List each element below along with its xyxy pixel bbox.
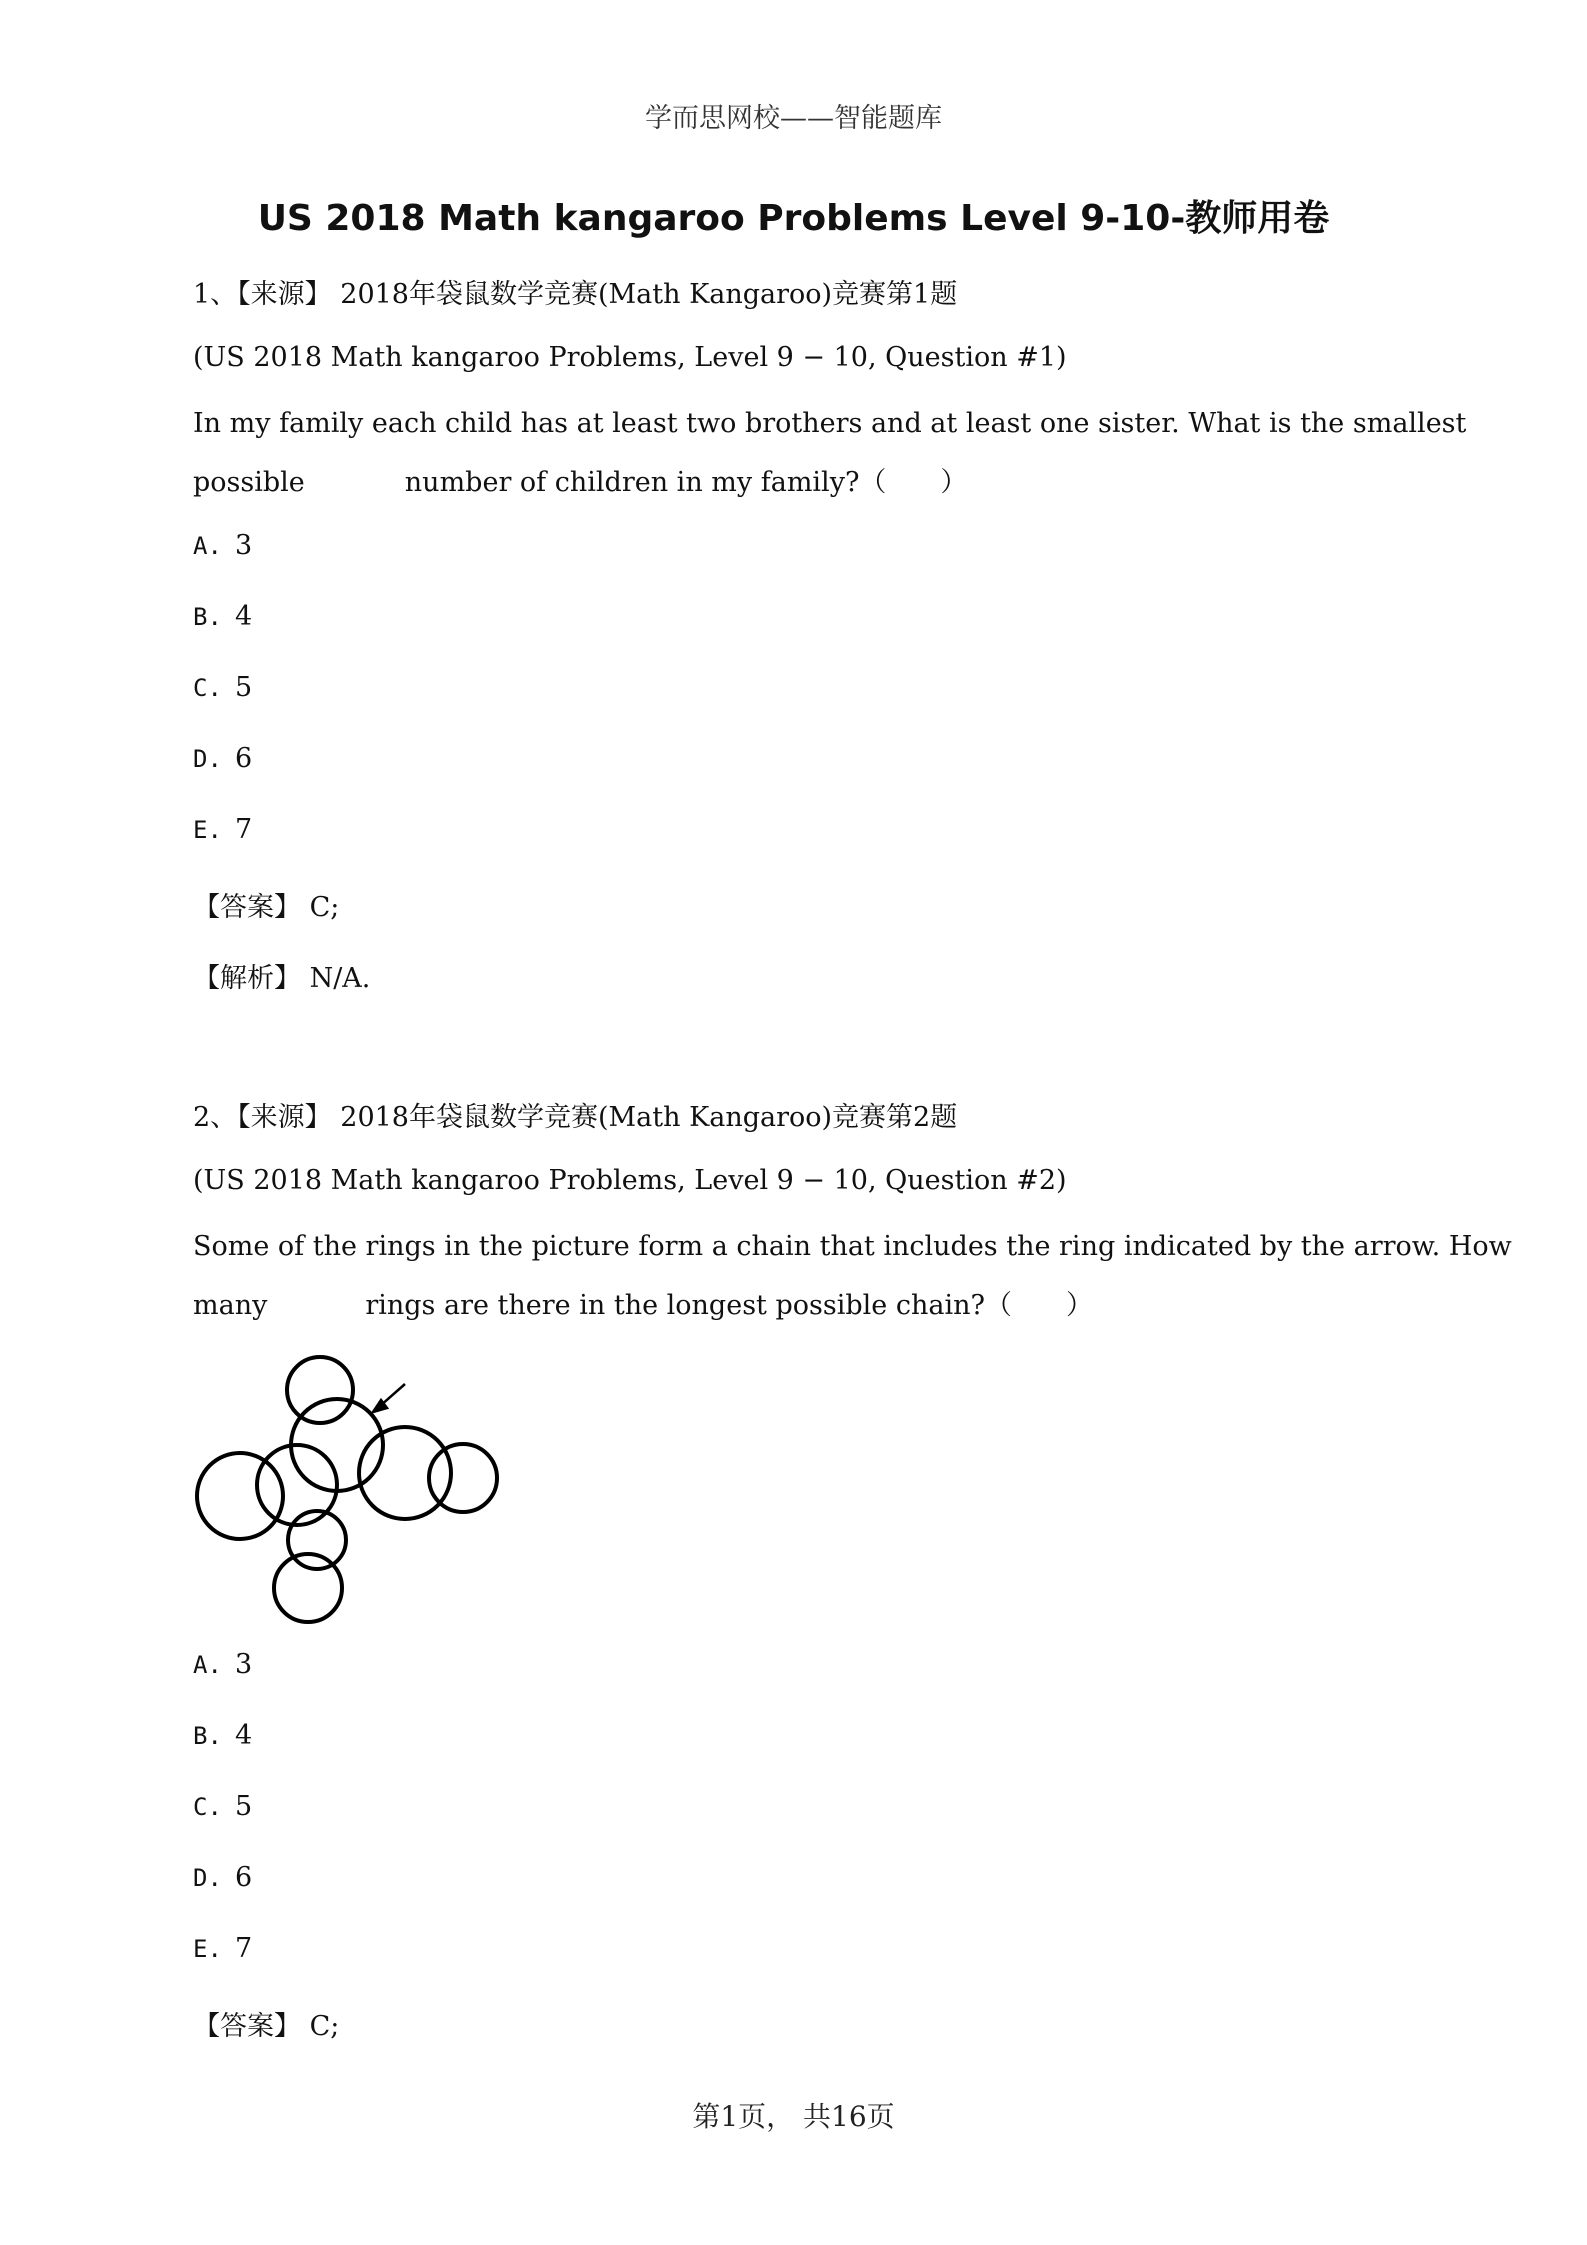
- q1-text-line1: In my family each child has at least two brothers and at least one sister. What is the smallest: [193, 408, 1467, 439]
- ring-far-left: [197, 1453, 283, 1539]
- ring-bottom: [274, 1554, 342, 1622]
- arrow-icon: [373, 1384, 405, 1412]
- page-header: 学而思网校——智能题库: [645, 103, 942, 134]
- q1-analysis: 【解析】 N/A.: [193, 963, 371, 994]
- q1-text-line2: [193, 460, 967, 499]
- q1-source: 1、【来源】 2018年袋鼠数学竞赛(Math Kangaroo)竞赛第1题: [193, 279, 958, 310]
- q2-text-line2-b: rings are there in the longest possible chain?（ ）: [365, 1290, 1093, 1321]
- ring-far-right: [429, 1444, 497, 1512]
- q2-option-e: E. 7: [193, 1933, 253, 1964]
- q1-text-line2-b: number of children in my family?（ ）: [404, 467, 968, 498]
- q2-option-b: B. 4: [193, 1720, 253, 1751]
- q2-source: 2、【来源】 2018年袋鼠数学竞赛(Math Kangaroo)竞赛第2题: [193, 1102, 958, 1133]
- q1-answer: 【答案】 C;: [193, 892, 340, 923]
- q2-text-line2-a: many: [193, 1290, 268, 1321]
- q2-reference: (US 2018 Math kangaroo Problems, Level 9 − 10, Question #2): [193, 1165, 1067, 1196]
- ring-top: [287, 1357, 353, 1423]
- q1-text-line2-a: possible: [193, 467, 305, 498]
- q2-text-line1: Some of the rings in the picture form a chain that includes the ring indicated by the arrow. How: [193, 1231, 1512, 1262]
- q2-option-a: A. 3: [193, 1649, 253, 1680]
- rings-chain-figure: [190, 1350, 510, 1630]
- q2-option-c: C. 5: [193, 1791, 253, 1822]
- page-footer: 第1页， 共16页: [692, 2100, 895, 2133]
- q1-reference: (US 2018 Math kangaroo Problems, Level 9 − 10, Question #1): [193, 342, 1067, 373]
- q1-option-a: A. 3: [193, 530, 253, 561]
- document-title: US 2018 Math kangaroo Problems Level 9-10-教师用卷: [257, 198, 1330, 239]
- q2-option-d: D. 6: [193, 1862, 253, 1893]
- q1-option-b: B. 4: [193, 601, 253, 632]
- q2-text-line2: [193, 1283, 1093, 1322]
- q1-option-c: C. 5: [193, 672, 253, 703]
- q1-option-d: D. 6: [193, 743, 253, 774]
- q2-answer: 【答案】 C;: [193, 2011, 340, 2042]
- q1-option-e: E. 7: [193, 814, 253, 845]
